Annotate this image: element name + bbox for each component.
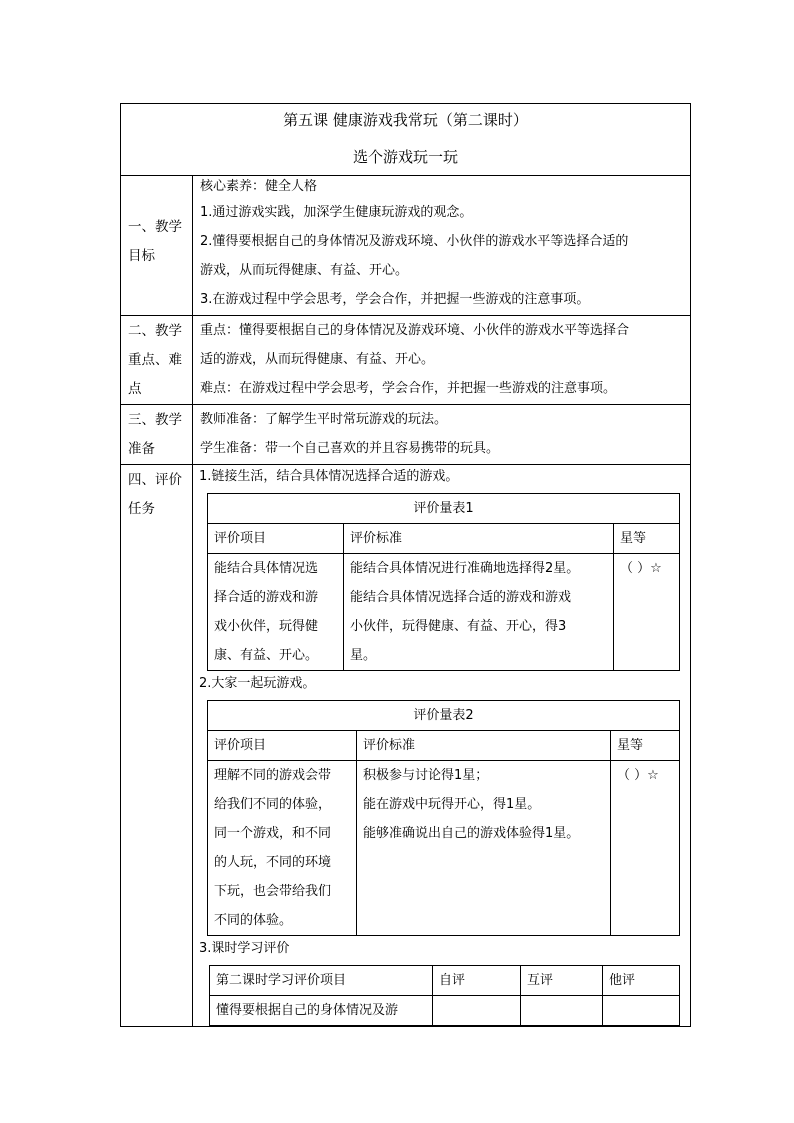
core-literacy: 核心素养：健全人格 <box>200 179 318 194</box>
scale1-criteria-line: 星。 <box>350 648 377 663</box>
scale1-criteria <box>344 554 614 671</box>
tasks-content <box>193 465 691 1027</box>
scale1-header-criteria: 评价标准 <box>344 524 614 554</box>
goals-row <box>121 176 691 316</box>
scale2-item-line: 同一个游戏，和不同 <box>214 826 332 841</box>
keypoints-label-line: 二、教学 <box>128 323 182 339</box>
scale1-criteria-line: 小伙伴，玩得健康、有益、开心，得3 <box>350 619 567 634</box>
scale2-caption: 评价量表2 <box>208 701 680 731</box>
keypoint-line: 适的游戏，从而玩得健康、有益、开心。 <box>200 352 435 367</box>
scale1-caption-row <box>208 494 680 524</box>
task3-text: 3.课时学习评价 <box>199 941 290 956</box>
prep-label <box>121 405 193 465</box>
lesson-plan-page <box>120 103 690 1027</box>
tasks-label-line: 任务 <box>128 501 155 517</box>
scale1-criteria-line: 能结合具体情况进行准确地选择得2星。 <box>350 561 580 576</box>
scale2-header-item: 评价项目 <box>208 731 357 761</box>
scale3-table <box>209 965 680 1026</box>
scale2-star-cell <box>611 761 680 936</box>
other-eval-cell[interactable] <box>603 996 680 1026</box>
keypoint-line: 重点：懂得要根据自己的身体情况及游戏环境、小伙伴的游戏水平等选择合 <box>200 323 630 338</box>
scale3-item: 懂得要根据自己的身体情况及游 <box>210 996 433 1026</box>
scale1-item-line: 择合适的游戏和游 <box>214 590 319 605</box>
prep-line: 教师准备：了解学生平时常玩游戏的玩法。 <box>200 412 448 427</box>
scale1-caption: 评价量表1 <box>208 494 680 524</box>
title-cell <box>121 104 691 176</box>
scale2-item-line: 给我们不同的体验， <box>214 797 332 812</box>
scale2-criteria-line: 能在游戏中玩得开心，得1星。 <box>363 797 541 812</box>
lesson-title: 第五课 健康游戏我常玩（第二课时） <box>283 111 528 129</box>
keypoints-label <box>121 316 193 405</box>
scale1-item-line: 戏小伙伴，玩得健 <box>214 619 319 634</box>
tasks-label-line: 四、评价 <box>128 472 182 488</box>
scale2-item <box>208 761 357 936</box>
scale2-criteria-line: 积极参与讨论得1星； <box>363 768 489 783</box>
scale2-item-line: 不同的体验。 <box>214 913 293 928</box>
scale1-item-line: 能结合具体情况选 <box>214 561 319 576</box>
prep-label-line: 准备 <box>128 441 155 457</box>
goal-line: 3.在游戏过程中学会思考，学会合作，并把握一些游戏的注意事项。 <box>200 292 590 307</box>
goals-content <box>193 176 691 316</box>
self-eval-cell[interactable] <box>433 996 521 1026</box>
goals-label-line: 一、教学 <box>128 219 182 235</box>
tasks-row <box>121 465 691 1027</box>
scale3-header-peer: 互评 <box>521 966 603 996</box>
scale2-caption-row <box>208 701 680 731</box>
scale1-header-item: 评价项目 <box>208 524 344 554</box>
goals-label <box>121 176 193 316</box>
scale3-row <box>210 996 680 1026</box>
star-rating-field[interactable]: （ ）☆ <box>617 768 659 783</box>
goal-line: 游戏，从而玩得健康、有益、开心。 <box>200 263 409 278</box>
keypoints-label-line: 重点、难 <box>128 352 182 368</box>
scale1-header-row <box>208 524 680 554</box>
keypoints-content <box>193 316 691 405</box>
scale1-item <box>208 554 344 671</box>
goals-label-line: 目标 <box>128 248 155 264</box>
scale2-item-line: 理解不同的游戏会带 <box>214 768 332 783</box>
scale2-header-criteria: 评价标准 <box>357 731 611 761</box>
scale3-header-self: 自评 <box>433 966 521 996</box>
scale2-header-star: 星等 <box>611 731 680 761</box>
scale1-row <box>208 554 680 671</box>
lesson-plan-table <box>120 103 691 1027</box>
star-rating-field[interactable]: （ ）☆ <box>620 561 662 576</box>
peer-eval-cell[interactable] <box>521 996 603 1026</box>
scale2-table <box>207 700 680 936</box>
task2-text: 2.大家一起玩游戏。 <box>199 676 316 691</box>
goal-line: 2.懂得要根据自己的身体情况及游戏环境、小伙伴的游戏水平等选择合适的 <box>200 234 629 249</box>
scale1-header-star: 星等 <box>614 524 680 554</box>
tasks-label <box>121 465 193 1027</box>
scale1-criteria-line: 能结合具体情况选择合适的游戏和游戏 <box>350 590 572 605</box>
title-row <box>121 104 691 176</box>
prep-label-line: 三、教学 <box>128 412 182 428</box>
keypoints-row <box>121 316 691 405</box>
scale2-row <box>208 761 680 936</box>
prep-row <box>121 405 691 465</box>
scale2-item-line: 的人玩，不同的环境 <box>214 855 332 870</box>
goal-line: 1.通过游戏实践，加深学生健康玩游戏的观念。 <box>200 205 473 220</box>
task1-text: 1.链接生活，结合具体情况选择合适的游戏。 <box>199 469 459 484</box>
prep-line: 学生准备：带一个自己喜欢的并且容易携带的玩具。 <box>200 441 500 456</box>
scale3-header-item: 第二课时学习评价项目 <box>210 966 433 996</box>
scale2-header-row <box>208 731 680 761</box>
scale2-item-line: 下玩，也会带给我们 <box>214 884 332 899</box>
scale1-item-line: 康、有益、开心。 <box>214 648 319 663</box>
scale2-criteria <box>357 761 611 936</box>
scale3-header-other: 他评 <box>603 966 680 996</box>
scale1-star-cell <box>614 554 680 671</box>
scale1-table <box>207 493 680 671</box>
scale2-criteria-line: 能够准确说出自己的游戏体验得1星。 <box>363 826 580 841</box>
keypoints-label-line: 点 <box>128 381 142 397</box>
scale3-header-row <box>210 966 680 996</box>
lesson-subtitle: 选个游戏玩一玩 <box>352 148 458 166</box>
prep-content <box>193 405 691 465</box>
keypoint-line: 难点：在游戏过程中学会思考，学会合作，并把握一些游戏的注意事项。 <box>200 381 617 396</box>
